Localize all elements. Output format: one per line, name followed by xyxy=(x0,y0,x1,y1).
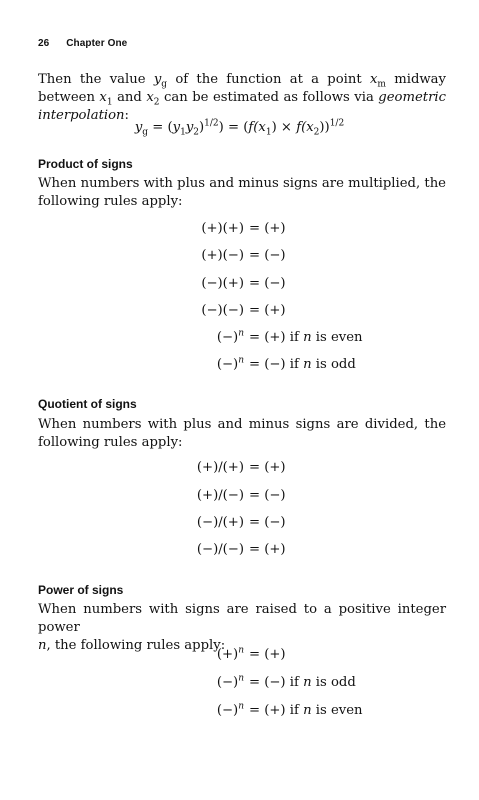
rule-exponent: n xyxy=(238,645,244,656)
rule-rhs: = (−) xyxy=(249,488,286,503)
rule-rhs xyxy=(249,357,356,373)
section-text: When numbers with signs are raised to a positive integer power xyxy=(38,602,446,635)
rule-exponent: n xyxy=(238,328,244,339)
eq-sup: 1/2 xyxy=(329,118,345,129)
rule-var: n xyxy=(303,675,312,690)
rule-rhs: = (−) xyxy=(249,515,286,530)
rule-rhs: = (+) xyxy=(249,542,286,557)
rule-lhs: (+)(−) xyxy=(201,248,244,263)
rule-rhs: = (+) xyxy=(249,303,286,318)
rule-exponent: n xyxy=(238,701,244,712)
rule-lhs: (−)/(+) xyxy=(196,515,244,530)
rule-lhs: (+)/(−) xyxy=(196,488,244,503)
section-text-quotient: When numbers with plus and minus signs are divided, the following rules apply: xyxy=(38,417,446,450)
intro-text: Then the value xyxy=(38,72,154,87)
eq-var: y xyxy=(172,120,181,135)
eq-var: f xyxy=(296,120,302,135)
rule-text: = (+) if xyxy=(249,703,304,718)
rule-text: is odd xyxy=(311,675,356,690)
intro-paragraph xyxy=(38,71,446,125)
rule-base: (+) xyxy=(216,647,239,662)
rule-rhs xyxy=(249,330,363,346)
section-text-product: When numbers with plus and minus signs are multiplied, the following rules apply: xyxy=(38,176,446,209)
eq-sub: 2 xyxy=(193,127,199,138)
var-sub: 2 xyxy=(153,97,160,108)
rule-lhs xyxy=(217,647,244,663)
var-sub: m xyxy=(377,79,386,90)
var-sub: g xyxy=(161,79,168,90)
rule-text: is odd xyxy=(311,357,356,372)
rule-lhs xyxy=(217,330,244,346)
eq-text: = ( xyxy=(148,120,173,135)
section-heading-quotient: Quotient of signs xyxy=(38,397,137,411)
eq-text: ) × xyxy=(271,120,297,135)
rule-text: = (−) if xyxy=(249,675,304,690)
rule-rhs: = (−) xyxy=(249,276,286,291)
rule-exponent: n xyxy=(238,355,244,366)
rule-base: (−) xyxy=(216,703,239,718)
rule-lhs: (−)/(−) xyxy=(196,542,244,557)
rule-var: n xyxy=(303,703,312,718)
var-x: x xyxy=(369,72,378,87)
term-geometric-interpolation: geometric interpolation xyxy=(38,90,446,123)
eq-text: ) = ( xyxy=(218,120,249,135)
rule-exponent: n xyxy=(238,673,244,684)
eq-sub: 1 xyxy=(265,127,272,138)
intro-text: of the function at a point xyxy=(167,72,370,87)
var-x: x xyxy=(146,90,154,105)
rule-lhs xyxy=(217,357,244,373)
rule-var: n xyxy=(303,357,312,372)
eq-var: y xyxy=(134,120,143,135)
eq-var: y xyxy=(185,120,194,135)
rule-text: is even xyxy=(311,703,363,718)
rule-lhs: (+)/(+) xyxy=(196,460,244,475)
rule-lhs: (+)(+) xyxy=(201,221,244,236)
rule-lhs xyxy=(217,675,244,691)
page-number: 26 xyxy=(38,38,50,49)
section-heading-power: Power of signs xyxy=(38,583,124,597)
rule-lhs: (−)(−) xyxy=(201,303,244,318)
intro-text: and xyxy=(112,90,147,105)
rule-lhs xyxy=(217,703,244,719)
running-head xyxy=(38,38,127,49)
rule-text: is even xyxy=(311,330,363,345)
eq-var: (x xyxy=(301,120,314,135)
rule-base: (−) xyxy=(216,330,239,345)
intro-text: : xyxy=(124,108,129,123)
eq-sub: g xyxy=(142,127,149,138)
eq-var: (x xyxy=(253,120,266,135)
rule-rhs xyxy=(249,703,363,719)
intro-text: midway between xyxy=(38,72,446,105)
rule-text: = (+) if xyxy=(249,330,304,345)
rule-text: = (−) if xyxy=(249,357,304,372)
rule-var: n xyxy=(303,330,312,345)
eq-sub: 1 xyxy=(180,127,186,138)
geometric-interpolation-equation: $y_g = (y_1y_2)^{1/2}) = (f(x_1) \times f(x_2))^{1/2}$ xyxy=(134,118,345,138)
section-heading-product: Product of signs xyxy=(38,157,133,171)
rule-rhs: = (+) xyxy=(249,460,286,475)
rule-rhs xyxy=(249,675,356,691)
section-text: , the following rules apply: xyxy=(46,638,226,653)
rule-base: (−) xyxy=(216,675,239,690)
var-y: y xyxy=(153,72,162,87)
eq-text: )) xyxy=(319,120,330,135)
rule-lhs: (−)(+) xyxy=(201,276,244,291)
intro-text: can be estimated as follows via xyxy=(159,90,379,105)
rule-rhs: = (−) xyxy=(249,248,286,263)
eq-sup: 1/2 xyxy=(204,118,219,129)
eq-var: f xyxy=(248,120,254,135)
var-x: x xyxy=(99,90,107,105)
rule-rhs: = (+) xyxy=(249,647,286,662)
eq-sub: 2 xyxy=(313,127,320,138)
rule-var: n xyxy=(38,638,47,653)
rule-rhs: = (+) xyxy=(249,221,286,236)
chapter-title: Chapter One xyxy=(66,38,128,49)
var-sub: 1 xyxy=(106,97,113,108)
rule-base: (−) xyxy=(216,357,239,372)
